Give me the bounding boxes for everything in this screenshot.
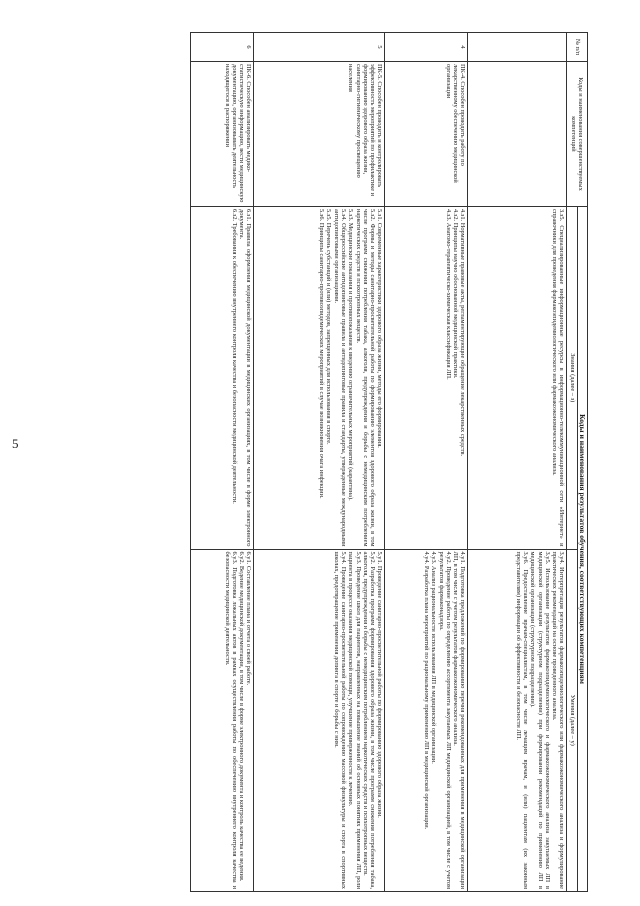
row-knowledge (468, 207, 567, 550)
skill-item: 5.у4. Проведение санитарно-просветительной работы по сопровождению массовой физкультуры и спорта в спортивных школах, предотвращение применения допинга в спорте и борьбы с ним. (332, 551, 347, 889)
skill-item: 4.у2. Проведение работы по определению ассортимента закупаемых ЛП медицинской организацией, в том числе с учетом результатов фармаконадзора. (437, 551, 452, 889)
row-knowledge (385, 207, 468, 550)
skill-item: 3.у6. Предоставление врачам-специалистам, в том числе лечащим врачам, и (или) пациентам (их законным представителям) информации об эффективности и безопасности ЛП. (514, 551, 529, 889)
skill-item: 5.у3. Проведение школ для пациентов, направленных на повышение знаний об основных понятиях применения ЛП, роли пациента в процессе оказания медицинской помощи, улучшение приверженности к лечению. (347, 551, 362, 889)
row-skills (254, 549, 385, 892)
skill-item: 4.у4. Разработка плана мероприятий по рациональному применению ЛП в медицинской организации. (422, 551, 430, 830)
table-row (254, 33, 385, 892)
knowledge-item: 4.з1. Нормативные правовые акты, регламентирующие обращение лекарственных средств. (459, 209, 467, 457)
skill-item: 3.у5. Использование результатов фармакоэпидемиологического и фармакоэкономического анализа закупаемых ЛП в медицинской организации (структурном подразделении) при формировании рекомендаций по применению ЛП в медицинской организации (структурном подразделении). (529, 551, 551, 889)
skill-item: 6.у2. Ведение медицинской документации, в том числе в форме электронного документа и контроль качества ее ведения. (238, 551, 246, 882)
knowledge-item: 4.з2. Принципы научно обоснованной медицинской практики. (452, 209, 460, 379)
table-row (191, 33, 254, 892)
table-row (385, 33, 468, 892)
row-skills (191, 549, 254, 892)
header-knowledge: Знания (далее – з) (567, 207, 577, 550)
row-knowledge (254, 207, 385, 550)
row-skills (385, 549, 468, 892)
skill-item: 5.у1. Проведение санитарно-просветительной работы по формированию здорового образа жизни. (376, 551, 384, 818)
skill-item: 4.у3. Анализ рациональности использования ЛП в медицинской организации. (430, 551, 438, 764)
row-knowledge (191, 207, 254, 550)
rotated-page-content (68, 32, 588, 892)
row-num (468, 33, 567, 62)
row-competence: ПК-4. Способен проводить работу по лекарственному обеспечению медицинской организации (385, 62, 468, 207)
knowledge-item: 6.з1. Правила оформления медицинской документации в медицинских организациях, в том числе в форме электронного документа. (238, 209, 253, 547)
row-skills (468, 549, 567, 892)
header-outcomes: Коды и наименования результатов обучения, соответствующих компетенциям (577, 207, 587, 892)
competencies-table (190, 32, 588, 892)
row-competence (468, 62, 567, 207)
page-number: 5 (12, 436, 19, 451)
knowledge-item: 3.з5. Специализированные информационные ресурсы в информационно-телекоммуникационной сети «Интернет» и справочники для проведения фармакоэпидемиологического или фармакоэкономического анализа. (551, 209, 566, 547)
row-competence: ПК-5. Способен проводить и контролировать эффективность мероприятий по профилактике и формированию здорового образа жизни, санитарно-гигиеническому просвещению населения (254, 62, 385, 207)
header-codes: Коды и наименования совершенствуемых компетенций (567, 62, 588, 207)
header-num: № п/п (567, 33, 588, 62)
skill-item: 4.у1. Подготовка предложений по формированию перечня рекомендованных для применения в медицинской организации ЛП, в том числе с учетом результатов фармакоэкономического анализа. (452, 551, 467, 889)
knowledge-item: 5.з5. Перечень субстанций и (или) методов, запрещенных для использования в спорте. (325, 209, 333, 445)
row-competence: ПК-6. Способен анализировать медико-статистическую информацию, вести медицинскую документацию, организовывать деятельность находящегося в распоряжении (191, 62, 254, 207)
knowledge-item: 5.з6. Принципы санитарно-противоэпидемических мероприятий в случае возникновения очага инфекции. (318, 209, 326, 499)
row-num: 5 (254, 33, 385, 62)
knowledge-item: 5.з1. Современные характеристики здорового образа жизни, методы его формирования. (376, 209, 384, 448)
knowledge-item: 5.з4. Общероссийские антидопинговые правила и антидопинговые правила и стандарты, утвержденные международными антидопинговыми организациями. (332, 209, 347, 547)
skill-item: 3.у4. Интерпретация результатов фармакоэпидемиологического или фармакоэкономического анализа и формулирование практических рекомендаций на основе проведенного анализа. (551, 551, 566, 889)
skill-item: 6.у1. Составление плана и отчета о своей работе. (245, 551, 253, 686)
skill-item: 5.у2. Разработка программ формирования здорового образа жизни, в том числе программ снижения потребления табака, алкоголя, предупреждения и борьбы с немедицинским потреблением наркотических средств и психотропных веществ. (361, 551, 377, 889)
row-num: 6 (191, 33, 254, 62)
header-skills: Умения (далее – у) (567, 549, 577, 892)
row-num: 4 (385, 33, 468, 62)
knowledge-item: 5.з2. Формы и методы санитарно-просветительной работы по формированию элементов здорового образа жизни, в том числе программ снижения потребления табака, алкоголя, предупреждения и борьбы с немедицинским потреблением наркотических средств и психотропных веществ. (354, 209, 377, 547)
table-row (468, 33, 567, 892)
knowledge-item: 5.з3. Медицинские показания и противопоказания к введению ограничительных мероприятий (карантина). (347, 209, 355, 501)
skill-item: 6.у3. Подготовка локальных актов в рамках осуществления работы по обеспечению внутреннего контроля качества и безопасности медицинской деятельности. (223, 551, 238, 889)
knowledge-item: 6.з2. Требования к обеспечению внутреннего контроля качества и безопасности медицинской деятельности. (230, 209, 238, 504)
knowledge-item: 4.з3. Анатомо-терапевтическо-химическая классификация ЛП. (444, 209, 452, 380)
